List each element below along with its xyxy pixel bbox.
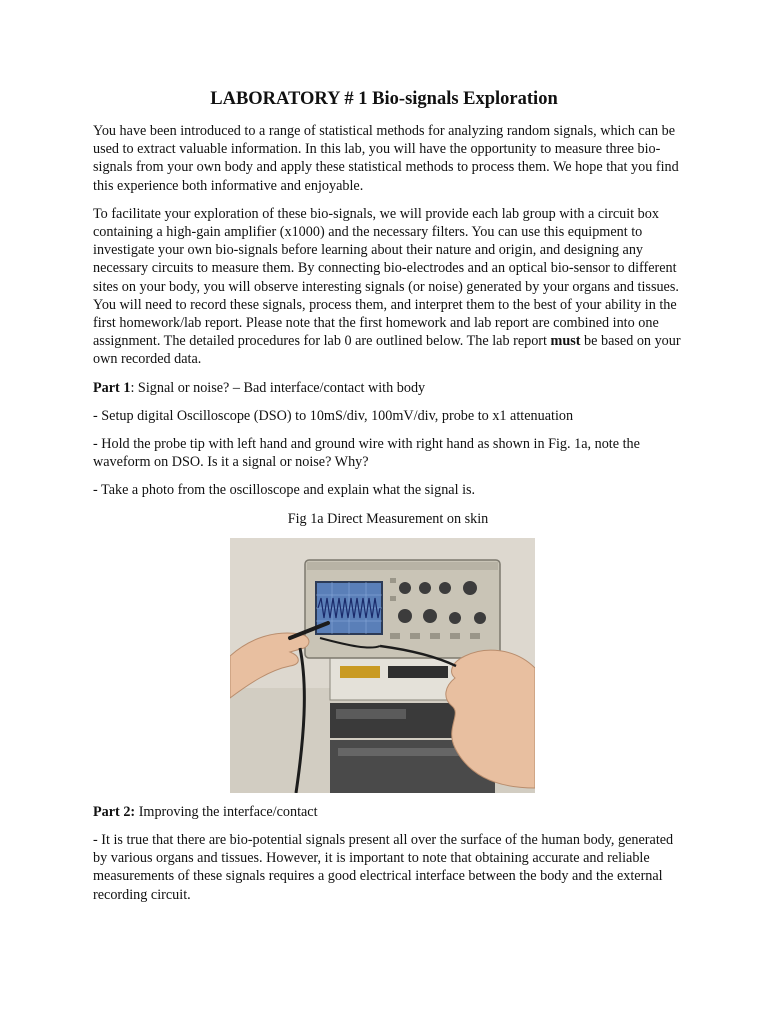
emphasis-must: must bbox=[550, 333, 581, 350]
part1-step-hold-probe: - Hold the probe tip with left hand and ground wire with right hand as shown in Fig. 1a, note the waveform on DSO. Is it a signal or noise? Why? bbox=[93, 436, 640, 471]
oscilloscope-photo bbox=[230, 538, 535, 793]
page-title: LABORATORY # 1 Bio-signals Exploration bbox=[210, 89, 558, 109]
part1-heading-text: : Signal or noise? – Bad interface/contact with body bbox=[130, 379, 426, 396]
part1-heading bbox=[93, 379, 683, 397]
part1-label: Part 1 bbox=[93, 379, 131, 396]
part2-paragraph: - It is true that there are bio-potential signals present all over the surface of the human body, generated by various organs and tissues. However, it is important to note that obtaining accurate and reliable measurements of these signals requires a good electrical interface between the body and the external recording circuit. bbox=[93, 832, 674, 903]
part2-label: Part 2: bbox=[93, 803, 136, 820]
part1-step-take-photo: - Take a photo from the oscilloscope and explain what the signal is. bbox=[93, 482, 476, 499]
figure-caption: Fig 1a Direct Measurement on skin bbox=[287, 510, 489, 527]
facilitate-paragraph bbox=[93, 205, 683, 369]
part1-step-setup: - Setup digital Oscilloscope (DSO) to 10mS/div, 100mV/div, probe to x1 attenuation bbox=[93, 407, 574, 424]
part2-heading bbox=[93, 803, 683, 821]
part2-heading-text: Improving the interface/contact bbox=[135, 803, 318, 820]
intro-paragraph: You have been introduced to a range of statistical methods for analyzing random signals, which can be used to extract valuable information. In this lab, you will have the opportunity to measure three bio-signals from your own body and apply these statistical methods to process them. We hope that you find this experience both informative and enjoyable. bbox=[93, 123, 679, 194]
facilitate-text-end: be based on your own recorded data. bbox=[93, 333, 681, 368]
facilitate-text-start: To facilitate your exploration of these bio-signals, we will provide each lab group with a circuit box containing a high-gain amplifier (x1000) and the necessary filters. You can use this equipment to investigate your own bio-signals before learning about their nature and origin, and designing any necessary circuits to measure them. By connecting bio-electrodes and an optical bio-sensor to different sites on your body, you will observe interesting signals (or noise) generated by your organs and tissues. You will need to record these signals, process them, and interpret them to the best of your ability in the first homework/lab report. Please note that the first homework and lab report are combined into one assignment. The detailed procedures for lab 0 are outlined below. The lab report bbox=[93, 205, 679, 350]
document-body bbox=[93, 122, 683, 914]
